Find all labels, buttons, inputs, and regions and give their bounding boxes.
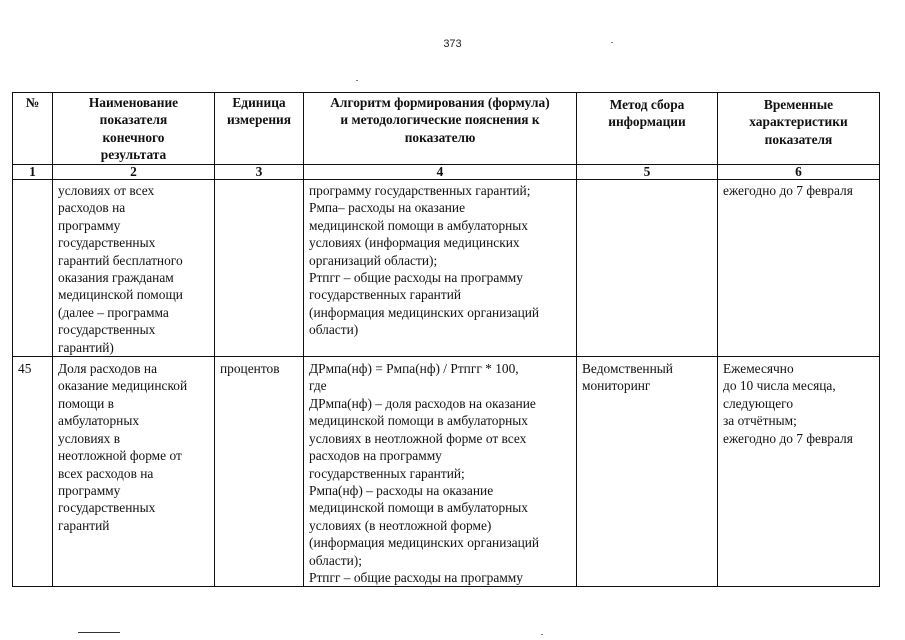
row-number xyxy=(13,180,53,357)
header-unit: Единица измерения xyxy=(215,93,304,165)
indicator-name-cell: условиях от всех расходов на программу государственных гарантий бесплатного оказания гражданам медицинской помощи (далее – программа государственных гарантий) xyxy=(53,180,215,357)
column-number: 1 xyxy=(13,165,53,180)
collection-method-cell xyxy=(577,180,718,357)
timing-cell: Ежемесячно до 10 числа месяца, следующего за отчётным; ежегодно до 7 февраля xyxy=(718,357,880,587)
header-collection-method: Метод сбора информации xyxy=(577,93,718,165)
timing-cell: ежегодно до 7 февраля xyxy=(718,180,880,357)
unit-cell xyxy=(215,180,304,357)
column-number: 5 xyxy=(577,165,718,180)
row-number: 45 xyxy=(13,357,53,587)
algorithm-cell: программу государственных гарантий; Рмпа– расходы на оказание медицинской помощи в амбулаторных условиях (информация медицинских организаций области); Ртпгг – общие расходы на программу государственных гарантий (информация медицинских организаций области) xyxy=(304,180,577,357)
indicator-table xyxy=(12,92,880,587)
footer-rule xyxy=(78,632,120,633)
table-row xyxy=(13,357,880,587)
scan-speck xyxy=(541,634,543,635)
column-number: 6 xyxy=(718,165,880,180)
unit-cell: процентов xyxy=(215,357,304,587)
column-number: 3 xyxy=(215,165,304,180)
algorithm-cell: ДРмпа(нф) = Рмпа(нф) / Ртпгг * 100, где ДРмпа(нф) – доля расходов на оказание медицинской помощи в амбулаторных условиях в неотложной форме от всех расходов на программу государственных гарантий; Рмпа(нф) – расходы на оказание медицинской помощи в амбулаторных условиях (в неотложной форме) (информация медицинских организаций области); Ртпгг – общие расходы на программу xyxy=(304,357,577,587)
table-header-row xyxy=(13,93,880,165)
table-row xyxy=(13,180,880,357)
page-number: 373 xyxy=(443,38,462,50)
scan-speck xyxy=(356,80,358,81)
column-number: 4 xyxy=(304,165,577,180)
header-algorithm: Алгоритм формирования (формула) и методологические пояснения к показателю xyxy=(304,93,577,165)
scan-speck xyxy=(611,42,613,43)
column-number-row xyxy=(13,165,880,180)
indicator-name-cell: Доля расходов на оказание медицинской помощи в амбулаторных условиях в неотложной форме от всех расходов на программу государственных гарантий xyxy=(53,357,215,587)
header-number: № xyxy=(13,93,53,165)
column-number: 2 xyxy=(53,165,215,180)
header-indicator-name: Наименование показателя конечного результата xyxy=(53,93,215,165)
collection-method-cell: Ведомственный мониторинг xyxy=(577,357,718,587)
header-timing: Временные характеристики показателя xyxy=(718,93,880,165)
